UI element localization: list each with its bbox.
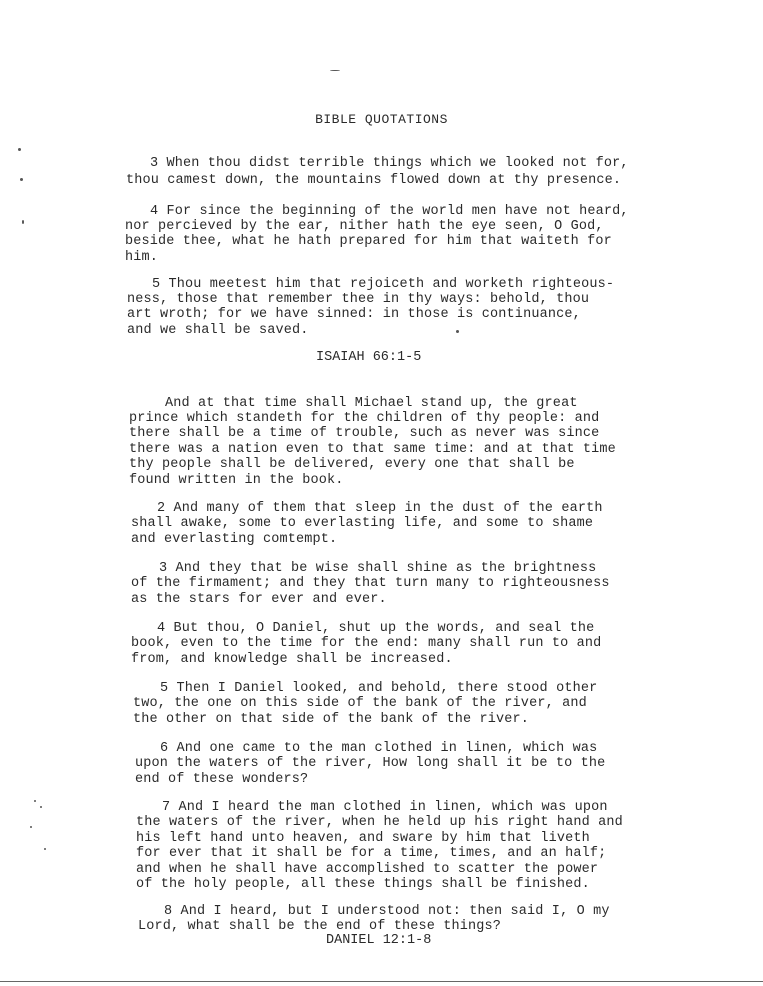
scan-speck [40,806,42,808]
text-line: him. [125,250,159,265]
text-line: beside thee, what he hath prepared for him that waiteth for [125,234,612,249]
text-line: thou camest down, the mountains flowed down at thy presence. [126,173,622,188]
text-line: for ever that it shall be for a time, times, and an half; [136,846,607,861]
text-line: 4 For since the beginning of the world men have not heard, [150,204,629,219]
scan-edge-line [0,981,763,982]
text-line: from, and knowledge shall be increased. [131,652,453,667]
text-line: two, the one on this side of the bank of the river, and [133,696,587,711]
scan-speck [34,800,36,802]
page-title: BIBLE QUOTATIONS [315,112,448,127]
text-line: of the holy people, all these things shall be finished. [136,877,590,892]
scan-speck [330,70,340,71]
scan-speck [44,848,46,850]
text-line: art wroth; for we have sinned: in those is continuance, [127,307,581,322]
text-line: end of these wonders? [135,772,309,787]
scan-speck [30,826,32,828]
text-line: 2 And many of them that sleep in the dust of the earth [157,501,603,516]
text-line: and when he shall have accomplished to scatter the power [136,862,599,877]
text-line: thy people shall be delivered, every one that shall be [129,457,575,472]
text-line: 3 And they that be wise shall shine as the brightness [159,561,597,576]
text-line: prince which standeth for the children of thy people: and [129,411,600,426]
text-line: 8 And I heard, but I understood not: then said I, O my [164,904,610,919]
text-line: the waters of the river, when he held up his right hand and [136,815,623,830]
text-line: as the stars for ever and ever. [131,592,387,607]
text-line: 5 Then I Daniel looked, and behold, there stood other [160,681,598,696]
text-line: Lord, what shall be the end of these things? [138,919,502,934]
scan-speck [456,330,459,333]
scan-speck [20,178,23,181]
daniel-reference: DANIEL 12:1-8 [326,933,432,948]
text-line: there was a nation even to that same time: and at that time [129,442,616,457]
text-line: and everlasting comtempt. [131,532,338,547]
text-line: and we shall be saved. [127,323,309,338]
text-line: 3 When thou didst terrible things which we looked not for, [150,156,629,171]
scan-speck [22,220,24,224]
isaiah-reference: ISAIAH 66:1-5 [316,350,422,365]
scan-speck [18,148,21,151]
text-line: 5 Thou meetest him that rejoiceth and worketh righteous- [152,277,615,292]
text-line: 4 But thou, O Daniel, shut up the words, and seal the [157,621,595,636]
text-line: nor percieved by the ear, nither hath the eye seen, O God, [125,219,604,234]
text-line: of the firmament; and they that turn many to righteousness [131,576,610,591]
text-line: shall awake, some to everlasting life, and some to shame [131,516,594,531]
text-line: book, even to the time for the end: many shall run to and [131,636,602,651]
text-line: his left hand unto heaven, and sware by him that liveth [136,831,590,846]
text-line: 6 And one came to the man clothed in linen, which was [160,741,598,756]
text-line: ness, those that remember thee in thy ways: behold, thou [127,292,590,307]
text-line: 7 And I heard the man clothed in linen, which was upon [162,800,608,815]
text-line: upon the waters of the river, How long shall it be to the [135,756,606,771]
text-line: the other on that side of the bank of the river. [133,712,530,727]
text-line: found written in the book. [129,473,344,488]
text-line: And at that time shall Michael stand up, the great [165,396,578,411]
text-line: there shall be a time of trouble, such as never was since [129,426,600,441]
